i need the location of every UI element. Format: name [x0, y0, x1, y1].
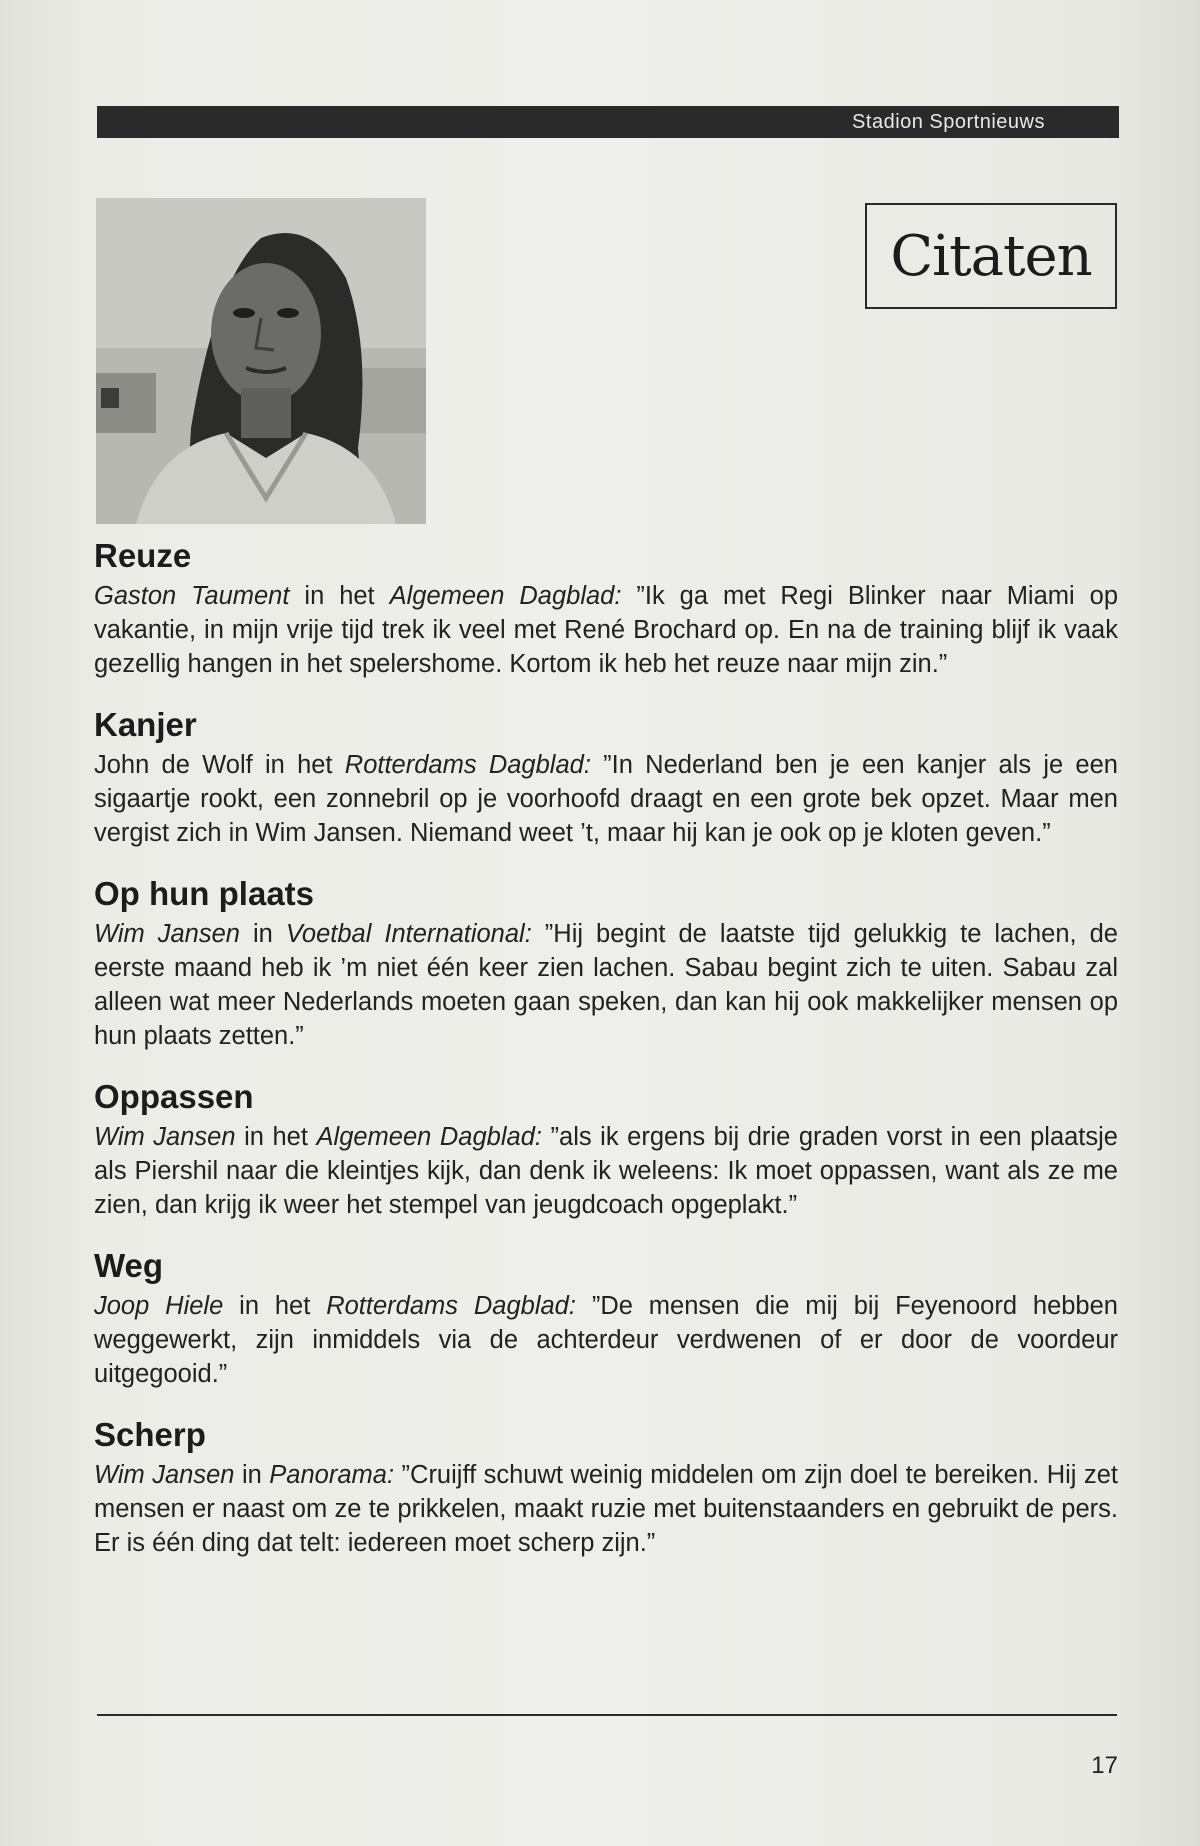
- quote-text: ”Hij begint de laatste tijd gelukkig te lachen, de eerste maand heb ik ’m niet één keer zien lachen. Sabau begint zich te uiten. Sabau zal alleen wat meer Nederlands moeten gaan speken, dan kan hij ook makkelijker mensen op hun plaats zetten.”: [94, 920, 1118, 1050]
- quote-block-op-hun-plaats: [94, 874, 1118, 1053]
- quote-source: Algemeen Dagblad:: [316, 1123, 542, 1151]
- quote-heading: Scherp: [94, 1416, 206, 1453]
- quotes-list: [94, 536, 1118, 1584]
- quote-source: Rotterdams Dagblad:: [326, 1292, 576, 1320]
- quote-source: Algemeen Dagblad:: [389, 582, 622, 610]
- quote-paragraph: [94, 748, 1118, 850]
- quote-paragraph: [94, 579, 1118, 681]
- quote-heading: Kanjer: [94, 706, 197, 743]
- section-header-bar: [97, 106, 1119, 138]
- quote-block-kanjer: [94, 705, 1118, 850]
- quote-text: ”als ik ergens bij drie graden vorst in een plaatsje als Piershil naar die kleintjes kijk, dan denk ik weleens: Ik moet oppassen, want als ze me zien, dan krijg ik weer het stempel van jeugdcoach opgeplakt.”: [94, 1123, 1118, 1219]
- quote-heading: Weg: [94, 1247, 164, 1284]
- quote-paragraph: [94, 1120, 1118, 1222]
- quote-heading: Reuze: [94, 537, 192, 574]
- quote-heading: Op hun plaats: [94, 875, 315, 912]
- title-box: [865, 203, 1117, 309]
- quote-text: ”Ik ga met Regi Blinker naar Miami op vakantie, in mijn vrije tijd trek ik veel met René Brochard op. En na de training blijf ik vaak gezellig hangen in het spelershome. Kortom ik heb het reuze naar mijn zin.”: [94, 582, 1118, 678]
- quote-speaker: Wim Jansen: [94, 920, 240, 948]
- quote-text: ”Cruijff schuwt weinig middelen om zijn doel te bereiken. Hij zet mensen er naast om ze te prikkelen, maakt ruzie met buitenstaanders en gebruikt de pers. Er is één ding dat telt: iedereen moet scherp zijn.”: [94, 1461, 1118, 1557]
- quote-speaker: Wim Jansen: [94, 1461, 235, 1489]
- page-number: 17: [1091, 1752, 1118, 1779]
- quote-speaker: John de Wolf: [94, 751, 253, 779]
- quote-block-reuze: [94, 536, 1118, 681]
- quote-block-oppassen: [94, 1077, 1118, 1222]
- quote-paragraph: [94, 917, 1118, 1053]
- quote-speaker: Joop Hiele: [94, 1292, 224, 1320]
- quote-heading: Oppassen: [94, 1078, 254, 1115]
- quote-speaker: Gaston Taument: [94, 582, 290, 610]
- footer-divider: [97, 1714, 1117, 1716]
- quote-connector: in het: [289, 582, 390, 610]
- portrait-photo-icon: [96, 198, 426, 524]
- quote-block-weg: [94, 1246, 1118, 1391]
- quote-connector: in: [234, 1461, 270, 1489]
- quote-connector: in het: [235, 1123, 317, 1151]
- quote-source: Rotterdams Dagblad:: [344, 751, 591, 779]
- quote-block-scherp: [94, 1415, 1118, 1560]
- quote-connector: in: [239, 920, 286, 948]
- quote-connector: in het: [252, 751, 345, 779]
- quote-paragraph: [94, 1289, 1118, 1391]
- portrait-photo: [96, 198, 426, 524]
- section-label: Stadion Sportnieuws: [852, 111, 1045, 133]
- quote-paragraph: [94, 1458, 1118, 1560]
- quote-text: ”De mensen die mij bij Feyenoord hebben weggewerkt, zijn inmiddels via de achterdeur verdwenen of er door de voordeur uitgegooid.”: [94, 1292, 1118, 1388]
- quote-connector: in het: [223, 1292, 327, 1320]
- quote-source: Voetbal International:: [285, 920, 532, 948]
- page-title: Citaten: [890, 223, 1092, 289]
- quote-speaker: Wim Jansen: [94, 1123, 236, 1151]
- quote-source: Panorama:: [269, 1461, 395, 1489]
- quote-text: ”In Nederland ben je een kanjer als je een sigaartje rookt, een zonnebril op je voorhoofd draagt en een grote bek opzet. Maar men vergist zich in Wim Jansen. Niemand weet ’t, maar hij kan je ook op je kloten geven.”: [94, 751, 1118, 847]
